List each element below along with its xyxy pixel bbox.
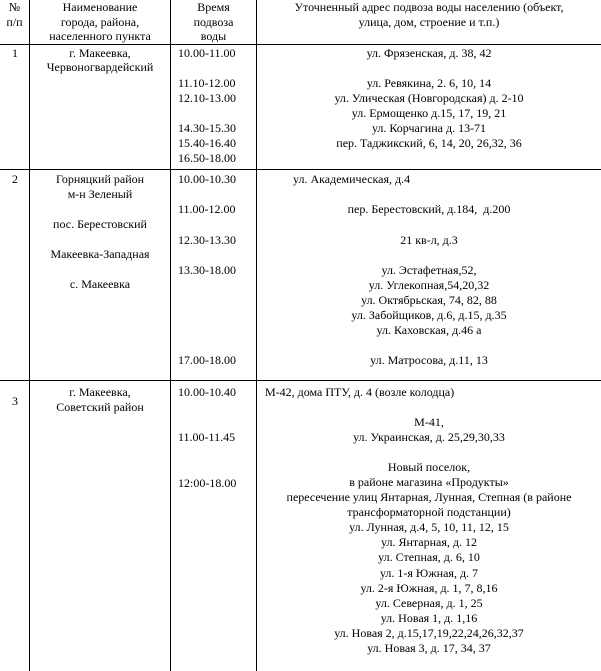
row-place-line: г. Макеевка, [69,46,131,60]
row-place-line: м-н Зеленый [67,187,133,201]
row-time: 12.30-13.30 [178,233,236,247]
row-time: 12.10-13.00 [178,91,236,105]
row-address: ул. Каховская, д.46 а [376,323,482,337]
row-time: 16.50-18.00 [178,151,236,165]
row-time: 10.00-10.30 [178,172,236,186]
row-divider [0,169,601,170]
row-address: трансформаторной подстанции) [347,505,511,519]
row-number: 1 [12,46,18,60]
row-address: ул. 2-я Южная, д. 1, 7, 8,16 [360,581,498,595]
header-address-line: улица, дом, строение и т.п.) [358,15,500,29]
row-address: в районе магазина «Продукты» [349,475,509,489]
row-place-line: Советский район [56,400,144,414]
row-number: 3 [12,394,18,408]
row-address: М-42, дома ПТУ, д. 4 (возле колодца) [265,385,455,399]
row-place-line: Макеевка-Западная [50,247,150,261]
row-address: ул. Новая 1, д. 1,16 [380,611,478,625]
row-address: ул. Матросова, д.11, 13 [370,353,488,367]
row-address: 21 кв-л, д.3 [400,233,458,247]
row-place-line: Червоногвардейский [46,60,154,74]
header-time-line: подвоза [193,15,234,29]
row-address: пер. Берестовский, д.184, д.200 [347,202,511,216]
row-address: Новый поселок, [387,460,471,474]
row-address: ул. Ревякина, 2. 6, 10, 14 [366,76,492,90]
header-time-line: воды [200,29,227,43]
row-address: ул. Ермощенко д.15, 17, 19, 21 [351,106,507,120]
row-address: ул. Новая 2, д.15,17,19,22,24,26,32,37 [334,626,524,640]
row-address: ул. Новая 3, д. 17, 34, 37 [367,641,491,655]
row-time: 13.30-18.00 [178,263,236,277]
row-address: ул. Янтарная, д. 12 [381,535,477,549]
row-address: ул. Украинская, д. 25,29,30,33 [353,430,505,444]
row-address: ул. Октябрьская, 74, 82, 88 [361,293,497,307]
row-address: ул. Фрязенская, д. 38, 42 [366,46,492,60]
row-address: ул. Углекопная,54,20,32 [368,278,490,292]
row-place-line: г. Макеевка, [69,385,131,399]
row-address: ул. Северная, д. 1, 25 [375,596,483,610]
row-address: ул. 1-я Южная, д. 7 [379,566,479,580]
row-address: ул. Улическая (Новгородская) д. 2-10 [334,91,524,105]
row-time: 11.00-11.45 [178,430,236,444]
column-divider [170,0,171,671]
header-num-line: п/п [6,15,23,29]
row-address: пересечение улиц Янтарная, Лунная, Степная (в районе [286,490,572,504]
row-address: ул. Забойщиков, д.6, д.15, д.35 [351,308,507,322]
row-time: 17.00-18.00 [178,353,236,367]
header-place-line: города, района, [60,15,140,29]
column-divider [29,0,30,671]
row-time: 11.00-12.00 [178,202,236,216]
row-place-line: Горняцкий район [55,172,145,186]
row-time: 12:00-18.00 [178,476,237,490]
header-time-line: Время [197,0,230,14]
row-divider [0,44,601,45]
header-place-line: населенного пункта [49,29,151,43]
row-address: ул. Эстафетная,52, [381,263,477,277]
row-address: ул. Лунная, д.4, 5, 10, 11, 12, 15 [349,520,509,534]
row-time: 14.30-15.30 [178,121,236,135]
row-divider [0,380,601,381]
row-number: 2 [12,172,18,186]
row-time: 15.40-16.40 [178,136,236,150]
row-time: 11.10-12.00 [178,76,236,90]
row-time: 10.00-10.40 [178,385,236,399]
row-address: М-41, [414,415,444,429]
row-address: ул. Академическая, д.4 [293,172,411,186]
row-address: ул. Корчагина д. 13-71 [371,121,487,135]
row-time: 10.00-11.00 [178,46,236,60]
row-address: ул. Степная, д. 6, 10 [378,550,480,564]
header-address-line: Уточненный адрес подвоза воды населению (объект, [294,0,564,14]
row-place-line: пос. Берестовский [53,217,147,231]
row-address: пер. Таджикский, 6, 14, 20, 26,32, 36 [336,136,522,150]
row-place-line: с. Макеевка [69,277,131,291]
header-place-line: Наименование [62,0,138,14]
header-num-line: № [8,0,21,14]
